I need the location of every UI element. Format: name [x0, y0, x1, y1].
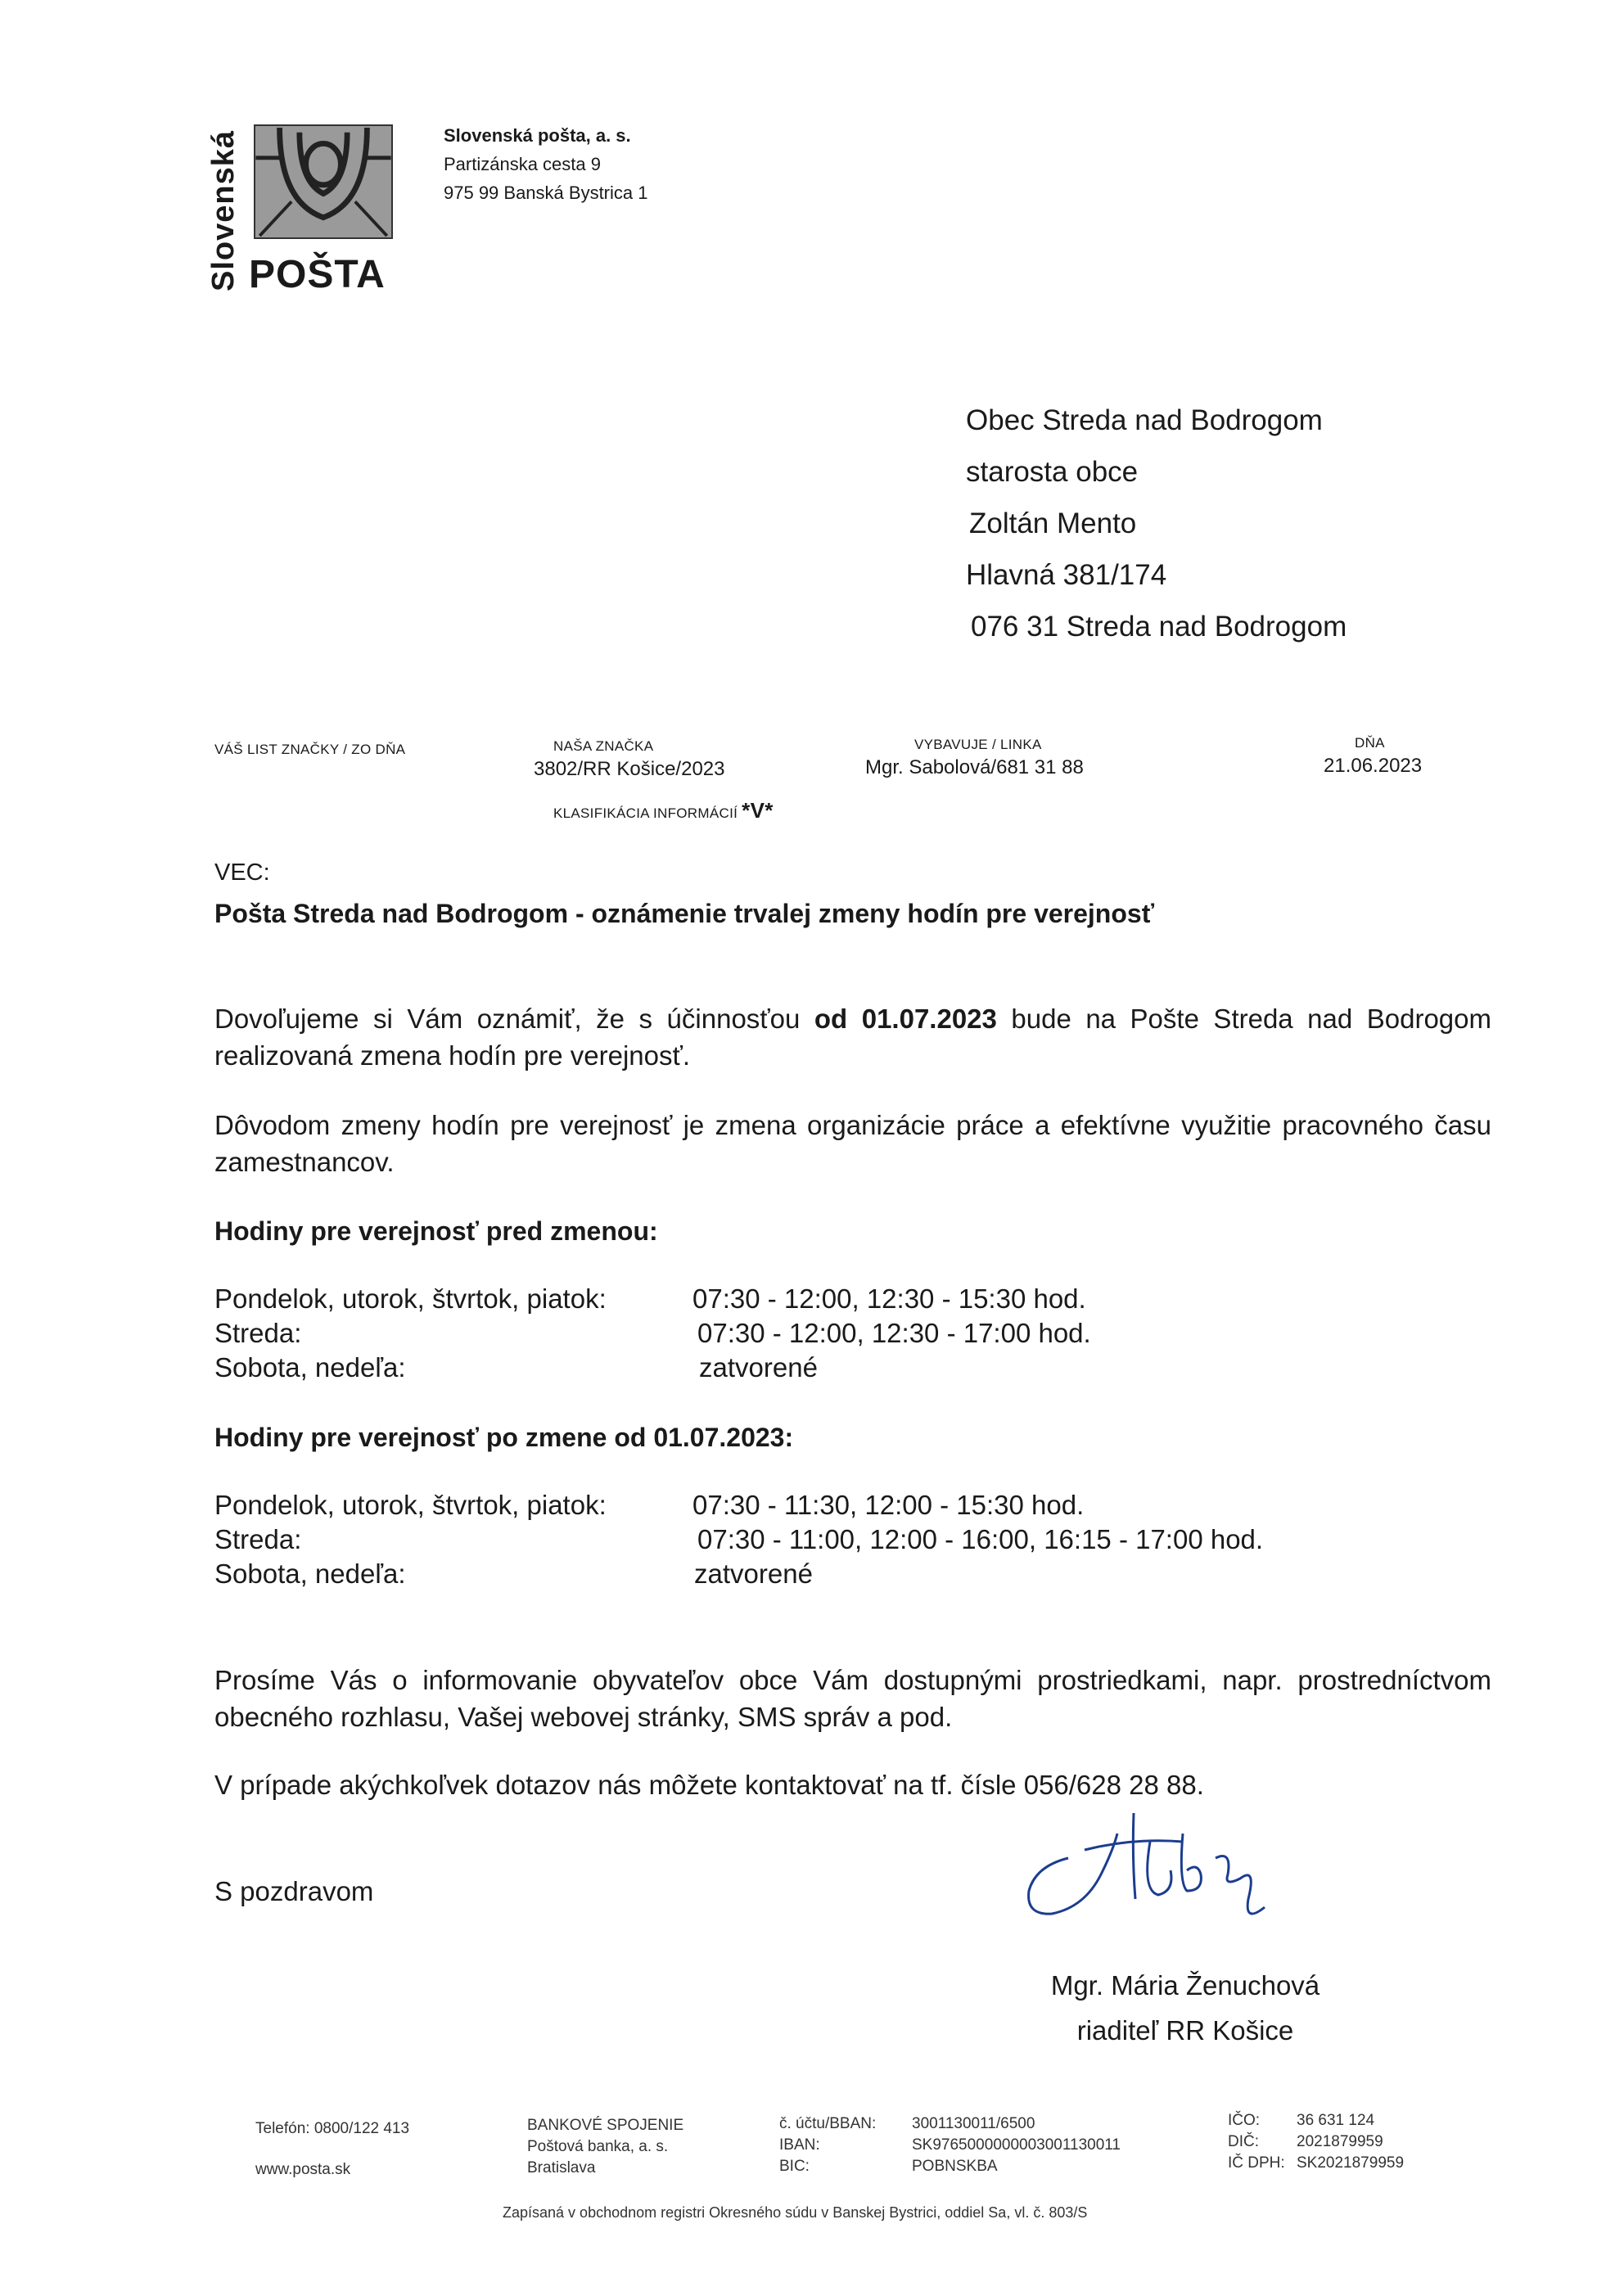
footer-dic-value: 2021879959 — [1297, 2133, 1383, 2150]
footer-icdph-value: SK2021879959 — [1297, 2154, 1405, 2172]
classification — [553, 798, 774, 823]
recipient-line: Hlavná 381/174 — [966, 559, 1167, 591]
footer-web[interactable]: www.posta.sk — [255, 2161, 351, 2178]
handled-by-label: VYBAVUJE / LINKA — [914, 737, 1042, 752]
handled-by-value: Mgr. Sabolová/681 31 88 — [865, 756, 1084, 778]
logo-vertical-text: Slovenská — [206, 130, 241, 291]
footer-ico-label: IČO: — [1228, 2112, 1261, 2129]
classification-value: *V* — [742, 798, 774, 823]
footer-phone: Telefón: 0800/122 413 — [255, 2120, 410, 2137]
recipient-line: starosta obce — [966, 456, 1139, 488]
recipient-address — [966, 395, 1347, 652]
recipient-line: Obec Streda nad Bodrogom — [966, 404, 1323, 436]
footer-tax-labels — [1228, 2110, 1285, 2174]
intro-after: bude na Pošte Streda nad Bodrogom realizovaná zmena hodín pre verejnosť. — [214, 1004, 1491, 1071]
footer-acct-value: 3001130011/6500 — [912, 2115, 1035, 2132]
sender-address — [444, 121, 647, 207]
schedule-before-table — [214, 1282, 1442, 1385]
request-paragraph: Prosíme Vás o informovanie obyvateľov obce Vám dostupnými prostriedkami, napr. prostredníctvom obecného rozhlasu, Vašej webovej stránky, SMS správ a pod. — [214, 1665, 1491, 1732]
schedule-before-heading: Hodiny pre verejnosť pred zmenou: — [214, 1216, 658, 1246]
recipient-line: 076 31 Streda nad Bodrogom — [971, 611, 1347, 643]
signatory-title: riaditeľ RR Košice — [1076, 2015, 1294, 2046]
footer-bank — [527, 2115, 683, 2179]
contact-paragraph: V prípade akýchkoľvek dotazov nás môžete kontaktovať na tf. čísle 056/628 28 88. — [214, 1770, 1204, 1800]
intro-before: Dovoľujeme si Vám oznámiť, že s účinnosťou — [214, 1004, 814, 1034]
schedule-row — [214, 1316, 1442, 1351]
closing: S pozdravom — [214, 1876, 374, 1906]
intro-effective-date: od 01.07.2023 — [814, 1004, 997, 1034]
footer-acct-label: č. účtu/BBAN: — [779, 2115, 877, 2132]
schedule-hours: 07:30 - 12:00, 12:30 - 17:00 hod. — [697, 1318, 1091, 1348]
footer-iban-label: IBAN: — [779, 2136, 820, 2154]
signatory-name: Mgr. Mária Ženuchová — [1050, 1970, 1320, 2001]
handwritten-signature — [1019, 1809, 1314, 1932]
schedule-row — [214, 1282, 1442, 1316]
footer-account-values — [912, 2113, 1121, 2177]
footer-bank-name: Poštová banka, a. s. — [527, 2138, 669, 2155]
schedule-row — [214, 1351, 1442, 1385]
sender-street: Partizánska cesta 9 — [444, 154, 601, 174]
schedule-days: Pondelok, utorok, štvrtok, piatok: — [214, 1490, 607, 1520]
footer-account-labels — [779, 2113, 876, 2177]
classification-label: KLASIFIKÁCIA INFORMÁCIÍ — [553, 805, 738, 821]
footer-dic-label: DIČ: — [1228, 2133, 1259, 2150]
footer-bank-heading: BANKOVÉ SPOJENIE — [527, 2117, 684, 2134]
date-value: 21.06.2023 — [1324, 755, 1423, 777]
signatory — [1013, 1963, 1357, 2053]
footer-icdph-label: IČ DPH: — [1228, 2154, 1285, 2172]
schedule-after-table — [214, 1488, 1442, 1591]
post-horn-icon — [254, 124, 393, 239]
subject-label: VEC: — [214, 859, 270, 886]
our-ref-value: 3802/RR Košice/2023 — [534, 758, 725, 780]
footer-iban-value: SK9765000000003001130011 — [912, 2136, 1121, 2154]
footer-bank-city: Bratislava — [527, 2159, 596, 2176]
schedule-hours: 07:30 - 11:30, 12:00 - 15:30 hod. — [692, 1490, 1085, 1520]
schedule-days: Pondelok, utorok, štvrtok, piatok: — [214, 1283, 607, 1314]
schedule-days: Sobota, nedeľa: — [214, 1352, 406, 1383]
schedule-days: Sobota, nedeľa: — [214, 1558, 406, 1589]
schedule-row — [214, 1522, 1442, 1557]
recipient-line: Zoltán Mento — [969, 507, 1137, 539]
date-label: DŇA — [1355, 735, 1385, 751]
post-horn-logo-graphic — [255, 126, 391, 237]
footer-tax-values — [1297, 2110, 1404, 2174]
schedule-after-heading: Hodiny pre verejnosť po zmene od 01.07.2023: — [214, 1423, 794, 1452]
schedule-hours: zatvorené — [694, 1558, 813, 1589]
schedule-row — [214, 1488, 1442, 1522]
your-letter-label: VÁŠ LIST ZNAČKY / ZO DŇA — [214, 742, 406, 757]
logo-brand-text: POŠTA — [249, 253, 386, 296]
schedule-days: Streda: — [214, 1318, 302, 1348]
our-ref-label: NAŠA ZNAČKA — [553, 738, 654, 754]
footer-contact — [255, 2118, 409, 2181]
footer-bic-label: BIC: — [779, 2158, 810, 2175]
reason-paragraph: Dôvodom zmeny hodín pre verejnosť je zmena organizácie práce a efektívne využitie pracovného času zamestnancov. — [214, 1110, 1491, 1177]
schedule-hours: zatvorené — [699, 1352, 818, 1383]
sender-name: Slovenská pošta, a. s. — [444, 125, 631, 146]
schedule-hours: 07:30 - 12:00, 12:30 - 15:30 hod. — [692, 1283, 1086, 1314]
sender-city: 975 99 Banská Bystrica 1 — [444, 183, 648, 203]
schedule-row — [214, 1557, 1442, 1591]
schedule-days: Streda: — [214, 1524, 302, 1554]
intro-paragraph — [214, 1000, 1491, 1074]
subject: Pošta Streda nad Bodrogom - oznámenie trvalej zmeny hodín pre verejnosť — [214, 899, 1155, 928]
footer-bic-value: POBNSKBA — [912, 2158, 998, 2175]
footer-ico-value: 36 631 124 — [1297, 2112, 1375, 2129]
footer-registry: Zapísaná v obchodnom registri Okresného súdu v Banskej Bystrici, oddiel Sa, vl. č. 803/S — [503, 2204, 1088, 2221]
schedule-hours: 07:30 - 11:00, 12:00 - 16:00, 16:15 - 17:00 hod. — [697, 1524, 1264, 1554]
